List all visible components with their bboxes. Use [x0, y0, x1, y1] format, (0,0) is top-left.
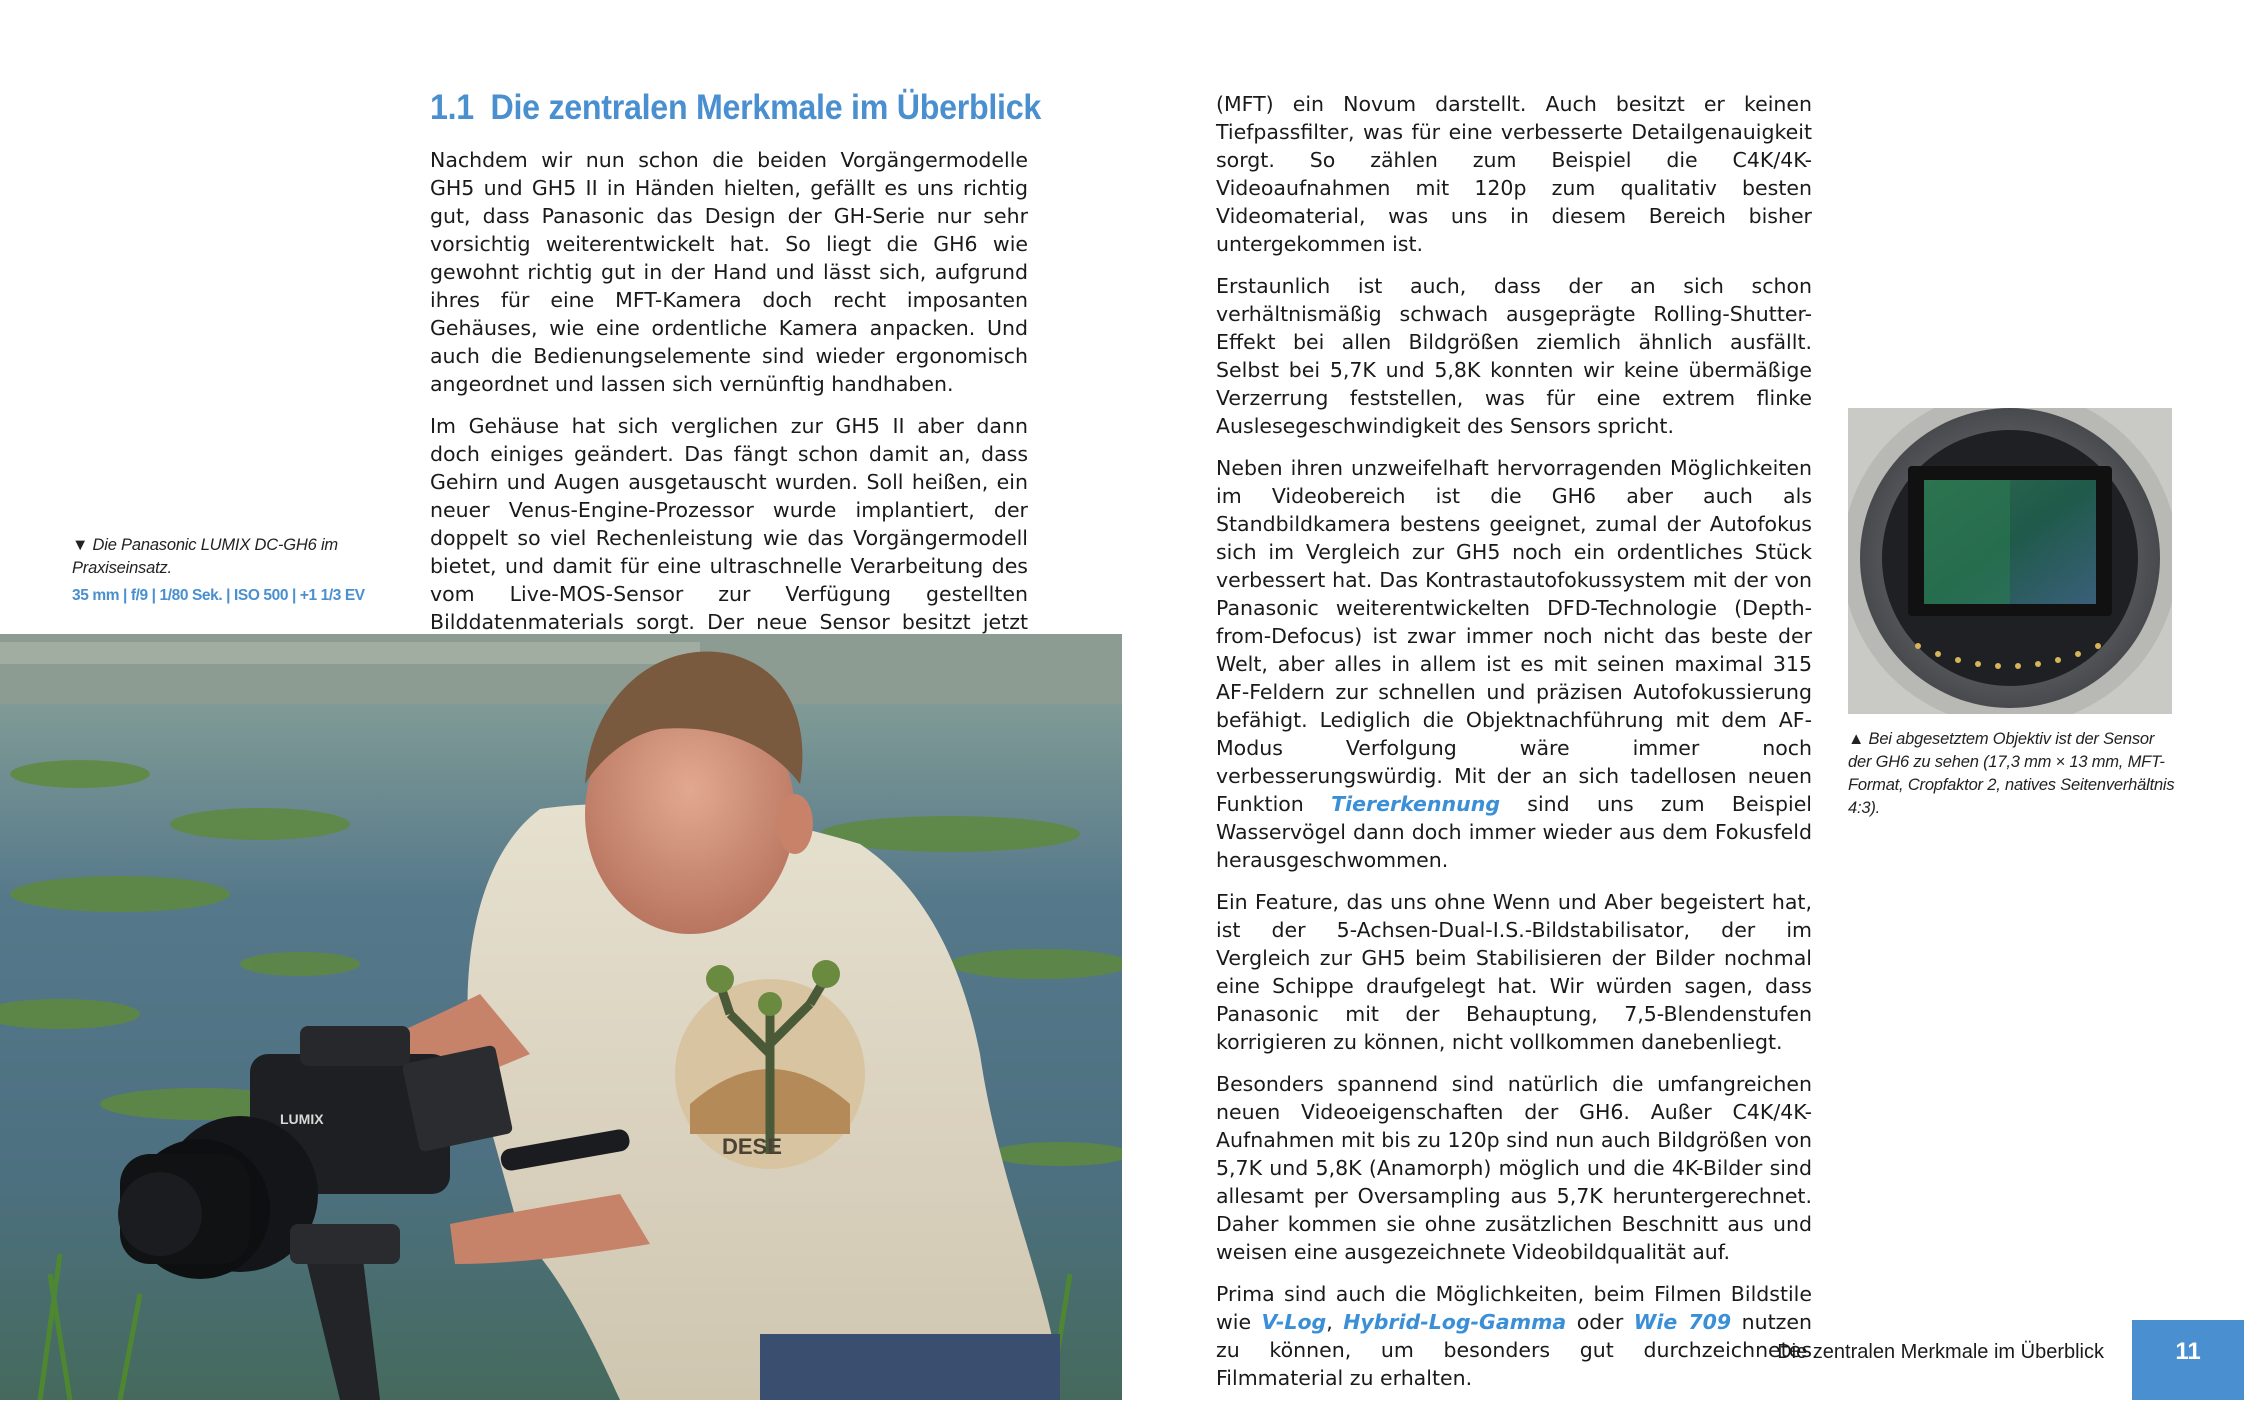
keyword-wie-709: Wie 709: [1633, 1310, 1732, 1334]
keyword-tiererkennung: Tiererkennung: [1331, 792, 1500, 816]
section-title: Die zentralen Merkmale im Überblick: [490, 88, 1041, 127]
text-run: oder: [1566, 1310, 1634, 1334]
paragraph: Im Gehäuse hat sich verglichen zur GH5 II aber dann doch einiges geändert. Das fängt schon damit an, dass Gehirn und Augen ausgetauscht wurden. Soll heißen, ein neuer Venus-Engine-Prozessor wurde implantiert, der doppelt so viel Rechenleistung wie das Vorgängermodell bietet, und damit für eine ultraschnelle Verarbeitung des vom Live-MOS-Sensor zur Verfügung gestellten Bilddatenmaterials sorgt. Der neue Sensor besitzt jetzt: [430, 414, 1028, 634]
text-run: Neben ihren unzweifelhaft hervorragenden Möglichkeiten im Videobereich ist die GH6 aber auch als Standbildkamera bestens geeignet, zumal der Autofokus sich im Vergleich zur GH5 noch ein ordentliches Stück verbessert hat. Das Kontrastautofokussystem mit der von Panasonic weiterentwickelten DFD-Technologie (Depth-from-Defocus) ist zwar immer noch nicht das beste der Welt, aber alles in allem ist es mit seinen maximal 315 AF-Feldern zur schnellen und präzisen Autofokussierung befähigt. Lediglich die Objektnachführung mit dem AF-Modus Verfolgung wäre immer noch verbesserungswürdig. Mit der an sich tadellosen neuen Funktion: [1216, 456, 1812, 816]
text-run: nutzen zu können, um besonders gut durchzeichnetes Filmmaterial zu erhalten.: [1216, 1310, 1812, 1390]
photo-caption-left: ▼ Die Panasonic LUMIX DC-GH6 im Praxiseinsatz.: [72, 536, 338, 577]
text-run: Prima sind auch die Möglichkeiten, beim Filmen Bildstile wie: [1216, 1282, 1812, 1334]
text-run: ,: [1326, 1310, 1344, 1334]
keyword-v-log: V-Log: [1261, 1310, 1327, 1334]
sensor-photo: [1848, 408, 2172, 714]
paragraph: (MFT) ein Novum darstellt. Auch besitzt er keinen Tiefpassfilter, was für eine verbesserte Detailgenauigkeit sorgt. So zählen zum Beispiel die C4K/4K-Videoaufnahmen mit 120p zum qualitativ besten Videomaterial, was uns in diesem Bereich bisher untergekommen ist.: [1216, 92, 1812, 256]
section-heading: [430, 88, 1041, 128]
left-text-column: [430, 146, 1028, 678]
text-run: sind uns zum Beispiel Wasservögel dann doch immer wieder aus dem Fokusfeld herausgeschwommen.: [1216, 792, 1813, 872]
keyword-hybrid-log-gamma: Hybrid-Log-Gamma: [1343, 1310, 1567, 1334]
main-photo-camera-in-use: [0, 634, 1122, 1400]
photo-caption-right: ▲ Bei abgesetztem Objektiv ist der Sensor der GH6 zu sehen (17,3 mm × 13 mm, MFT-Format, Cropfaktor 2, natives Seitenverhältnis 4:3).: [1848, 730, 2175, 817]
right-text-column: [1216, 90, 1812, 1406]
camera-brand-text: LUMIX: [280, 1111, 324, 1127]
running-footer-title: Die zentralen Merkmale im Überblick: [1777, 1341, 2104, 1363]
paragraph: Ein Feature, das uns ohne Wenn und Aber begeistert hat, ist der 5-Achsen-Dual-I.S.-Bildstabilisator, der im Vergleich zur GH5 beim Stabilisieren der Bilder nochmal eine Schippe draufgelegt hat. Wir würden sagen, dass Panasonic mit der Behauptung, 7,5-Blendenstufen korrigieren zu können, nicht vollkommen danebenliegt.: [1216, 890, 1812, 1054]
paragraph: [1216, 454, 1812, 874]
page-number: 11: [2132, 1320, 2244, 1400]
paragraph: Besonders spannend sind natürlich die umfangreichen neuen Videoeigenschaften der GH6. Außer C4K/4K-Aufnahmen mit bis zu 120p sind nun auch Bildgrößen von 5,7K und 5,8K (Anamorph) möglich und die 4K-Bilder sind allesamt per Oversampling aus 5,7K heruntergerechnet. Daher kommen sie ohne zusätzlichen Beschnitt aus und weisen eine ausgezeichnete Videobildqualität auf.: [1216, 1072, 1812, 1264]
section-number: 1.1: [430, 88, 474, 127]
shirt-print-text: DESE: [722, 1134, 782, 1159]
paragraph: [1216, 1280, 1812, 1392]
sensor-illustration: [1848, 408, 2172, 714]
paragraph: Nachdem wir nun schon die beiden Vorgängermodelle GH5 und GH5 II in Händen hielten, gefällt es uns richtig gut, dass Panasonic das Design der GH-Serie nur sehr vorsichtig weiterentwickelt hat. So liegt die GH6 wie gewohnt richtig gut in der Hand und lässt sich, aufgrund ihres für eine MFT-Kamera doch recht imposanten Gehäuses, wie eine ordentliche Kamera anpacken. Und auch die Bedienungselemente sind wieder ergonomisch angeordnet und lassen sich vernünftig handhaben.: [430, 148, 1028, 396]
exif-info: 35 mm | f/9 | 1/80 Sek. | ISO 500 | +1 1/3 EV: [72, 587, 365, 604]
photo-illustration: [0, 634, 1122, 1400]
paragraph: Erstaunlich ist auch, dass der an sich schon verhältnismäßig schwach ausgeprägte Rolling-Shutter-Effekt bei allen Bildgrößen ziemlich ähnlich ausfällt. Selbst bei 5,7K und 5,8K konnten wir keine übermäßige Verzerrung feststellen, was für eine extrem flinke Auslesegeschwindigkeit des Sensors spricht.: [1216, 274, 1812, 438]
